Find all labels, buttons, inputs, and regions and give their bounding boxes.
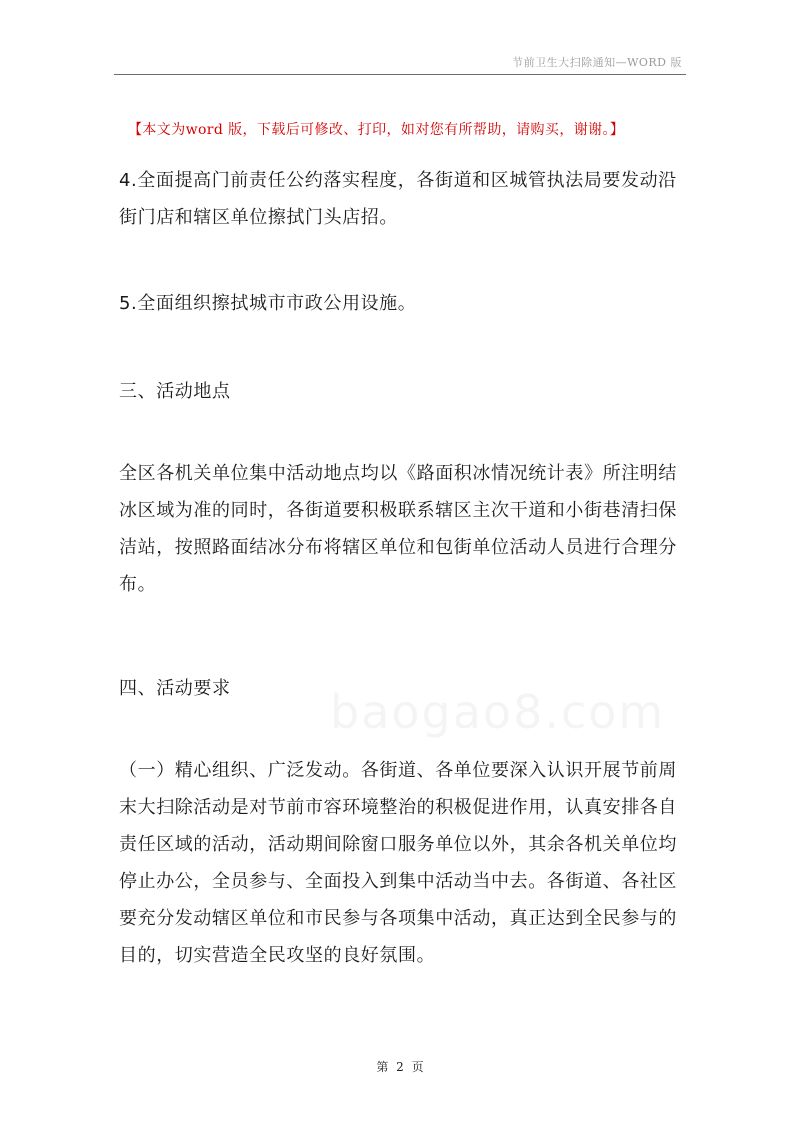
paragraph-item-5: 5.全面组织擦拭城市市政公用设施。: [119, 293, 417, 314]
paragraph-item-4: 4.全面提高门前责任公约落实程度，各街道和区城管执法局要发动沿街门店和辖区单位擦拭门头店招。: [119, 170, 677, 228]
section-heading-location: 三、活动地点: [119, 381, 231, 402]
section-heading-requirements: 四、活动要求: [119, 678, 231, 699]
page-header: [114, 52, 686, 75]
page-number: 第 2 页: [376, 1060, 424, 1074]
paragraph-location: 全区各机关单位集中活动地点均以《路面积冰情况统计表》所注明结冰区域为准的同时，各街道要积极联系辖区主次干道和小街巷清扫保洁站，按照路面结冰分布将辖区单位和包街单位活动人员进行合理分布。: [119, 463, 677, 595]
document-title: 节前卫生大扫除通知—WORD 版: [512, 56, 682, 69]
paragraph-requirement-1: （一）精心组织、广泛发动。各街道、各单位要深入认识开展节前周末大扫除活动是对节前市容环境整治的积极促进作用，认真安排各自责任区域的活动，活动期间除窗口服务单位以外，其余各机关单位均停止办公，全员参与、全面投入到集中活动当中去。各街道、各社区要充分发动辖区单位和市民参与各项集中活动，真正达到全民参与的目的，切实营造全民攻坚的良好氛围。: [119, 760, 677, 966]
download-notice: 【本文为word 版，下载后可修改、打印，如对您有所帮助，请购买，谢谢。】: [128, 122, 625, 138]
